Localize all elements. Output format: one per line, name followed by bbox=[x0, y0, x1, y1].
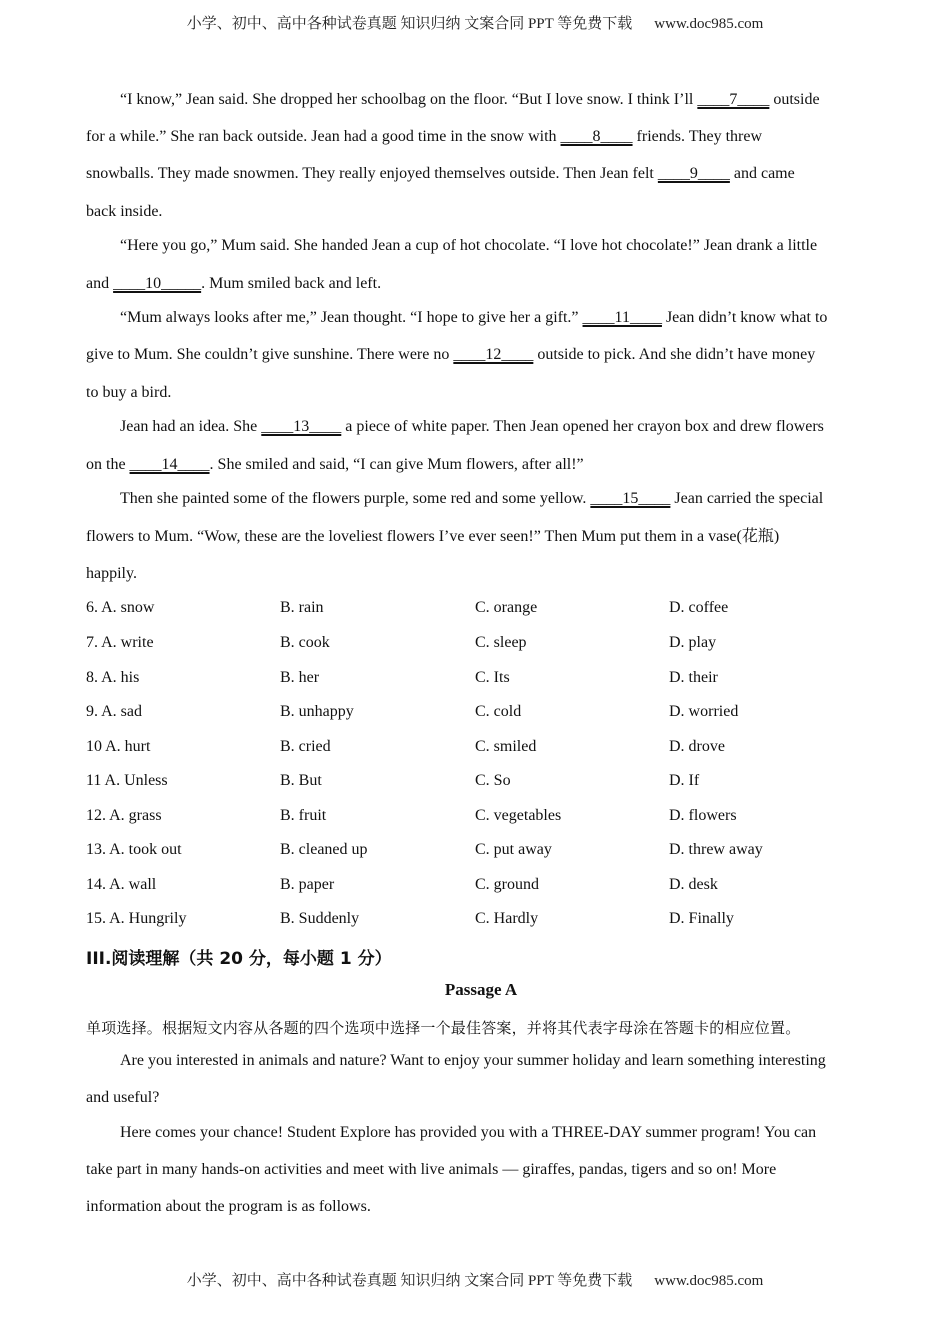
option-14-c: C. ground bbox=[475, 876, 539, 893]
option-10-b: B. cried bbox=[280, 738, 331, 755]
option-11-a: 11 A. Unless bbox=[86, 772, 168, 789]
passage-line-1: Are you interested in animals and nature? Want to enjoy your summer holiday and learn something interesting bbox=[120, 1052, 826, 1069]
option-6-d: D. coffee bbox=[669, 599, 729, 616]
story-line-11: on the ____14____. She smiled and said, “I can give Mum flowers, after all!” bbox=[86, 456, 584, 473]
instruction-text: 单项选择。根据短文内容从各题的四个选项中选择一个最佳答案，并将其代表字母涂在答题卡的相应位置。 bbox=[86, 1019, 801, 1037]
blank-12: ____12____ bbox=[453, 346, 534, 363]
page-footer bbox=[0, 1269, 950, 1290]
option-7-d: D. play bbox=[669, 634, 717, 651]
passage-line-4: take part in many hands-on activities and meet with live animals — giraffes, pandas, tigers and so on! More bbox=[86, 1161, 777, 1178]
blank-8: ____8____ bbox=[560, 128, 633, 145]
option-7-c: C. sleep bbox=[475, 634, 527, 651]
option-11-b: B. But bbox=[280, 772, 322, 789]
option-11-d: D. If bbox=[669, 772, 700, 789]
option-6-b: B. rain bbox=[280, 599, 324, 616]
option-12-c: C. vegetables bbox=[475, 807, 562, 824]
footer-url[interactable]: www.doc985.com bbox=[654, 1273, 764, 1289]
header-text: 小学、初中、高中各种试卷真题 知识归纳 文案合同 PPT 等免费下载 bbox=[186, 16, 633, 32]
option-13-b: B. cleaned up bbox=[280, 841, 368, 858]
blank-10: ____10_____ bbox=[113, 275, 202, 292]
footer-text: 小学、初中、高中各种试卷真题 知识归纳 文案合同 PPT 等免费下载 bbox=[186, 1273, 633, 1289]
blank-7: ____7____ bbox=[697, 91, 770, 108]
option-10-a: 10 A. hurt bbox=[86, 738, 151, 755]
option-10-d: D. drove bbox=[669, 738, 725, 755]
option-6-a: 6. A. snow bbox=[86, 599, 155, 616]
option-12-a: 12. A. grass bbox=[86, 807, 162, 824]
passage-line-2: and useful? bbox=[86, 1089, 160, 1106]
passage-line-5: information about the program is as follows. bbox=[86, 1198, 371, 1215]
option-14-b: B. paper bbox=[280, 876, 335, 893]
header-url[interactable]: www.doc985.com bbox=[654, 16, 764, 32]
blank-9: ____9____ bbox=[657, 165, 730, 182]
story-line-12: Then she painted some of the flowers purple, some red and some yellow. ____15____ Jean carried the special bbox=[120, 490, 824, 507]
option-8-d: D. their bbox=[669, 669, 718, 686]
option-9-d: D. worried bbox=[669, 703, 739, 720]
story-line-9: to buy a bird. bbox=[86, 384, 172, 401]
option-7-b: B. cook bbox=[280, 634, 330, 651]
option-15-d: D. Finally bbox=[669, 910, 734, 927]
option-13-d: D. threw away bbox=[669, 841, 763, 858]
option-9-b: B. unhappy bbox=[280, 703, 354, 720]
option-14-d: D. desk bbox=[669, 876, 718, 893]
option-8-c: C. Its bbox=[475, 669, 510, 686]
option-6-c: C. orange bbox=[475, 599, 538, 616]
story-line-4: back inside. bbox=[86, 203, 163, 220]
option-8-a: 8. A. his bbox=[86, 669, 140, 686]
option-13-c: C. put away bbox=[475, 841, 552, 858]
blank-13: ____13____ bbox=[261, 418, 342, 435]
option-9-a: 9. A. sad bbox=[86, 703, 142, 720]
blank-15: ____15____ bbox=[590, 490, 671, 507]
passage-line-3: Here comes your chance! Student Explore has provided you with a THREE-DAY summer program! You can bbox=[120, 1124, 817, 1141]
blank-11: ____11____ bbox=[582, 309, 662, 326]
option-15-a: 15. A. Hungrily bbox=[86, 910, 187, 927]
story-line-5: “Here you go,” Mum said. She handed Jean a cup of hot chocolate. “I love hot chocolate!” Jean drank a little bbox=[120, 237, 818, 254]
option-12-d: D. flowers bbox=[669, 807, 737, 824]
option-11-c: C. So bbox=[475, 772, 511, 789]
blank-14: ____14____ bbox=[129, 456, 210, 473]
story-line-6: and ____10_____. Mum smiled back and left. bbox=[86, 275, 382, 292]
story-line-14: happily. bbox=[86, 565, 137, 582]
option-7-a: 7. A. write bbox=[86, 634, 154, 651]
option-15-c: C. Hardly bbox=[475, 910, 539, 927]
option-13-a: 13. A. took out bbox=[86, 841, 182, 858]
page-header bbox=[0, 12, 950, 33]
option-15-b: B. Suddenly bbox=[280, 910, 360, 927]
option-10-c: C. smiled bbox=[475, 738, 537, 755]
story-line-1: “I know,” Jean said. She dropped her schoolbag on the floor. “But I love snow. I think I’ll ____7____ outside bbox=[120, 91, 820, 108]
story-line-3: snowballs. They made snowmen. They really enjoyed themselves outside. Then Jean felt ____9____ and came bbox=[86, 165, 795, 182]
story-line-8: give to Mum. She couldn’t give sunshine. There were no ____12____ outside to pick. And she didn’t have money bbox=[86, 346, 816, 363]
option-12-b: B. fruit bbox=[280, 807, 327, 824]
option-9-c: C. cold bbox=[475, 703, 522, 720]
story-line-13: flowers to Mum. “Wow, these are the loveliest flowers I’ve ever seen!” Then Mum put them in a vase(花瓶) bbox=[86, 528, 780, 545]
option-8-b: B. her bbox=[280, 669, 320, 686]
passage-title: Passage A bbox=[444, 980, 518, 999]
section-heading: III.阅读理解（共 20 分，每小题 1 分） bbox=[86, 949, 392, 969]
story-line-2: for a while.” She ran back outside. Jean had a good time in the snow with ____8____ friends. They threw bbox=[86, 128, 762, 145]
story-line-7: “Mum always looks after me,” Jean thought. “I hope to give her a gift.” ____11____ Jean didn’t know what to bbox=[120, 309, 828, 326]
option-14-a: 14. A. wall bbox=[86, 876, 157, 893]
story-line-10: Jean had an idea. She ____13____ a piece of white paper. Then Jean opened her crayon box and drew flowers bbox=[120, 418, 824, 435]
